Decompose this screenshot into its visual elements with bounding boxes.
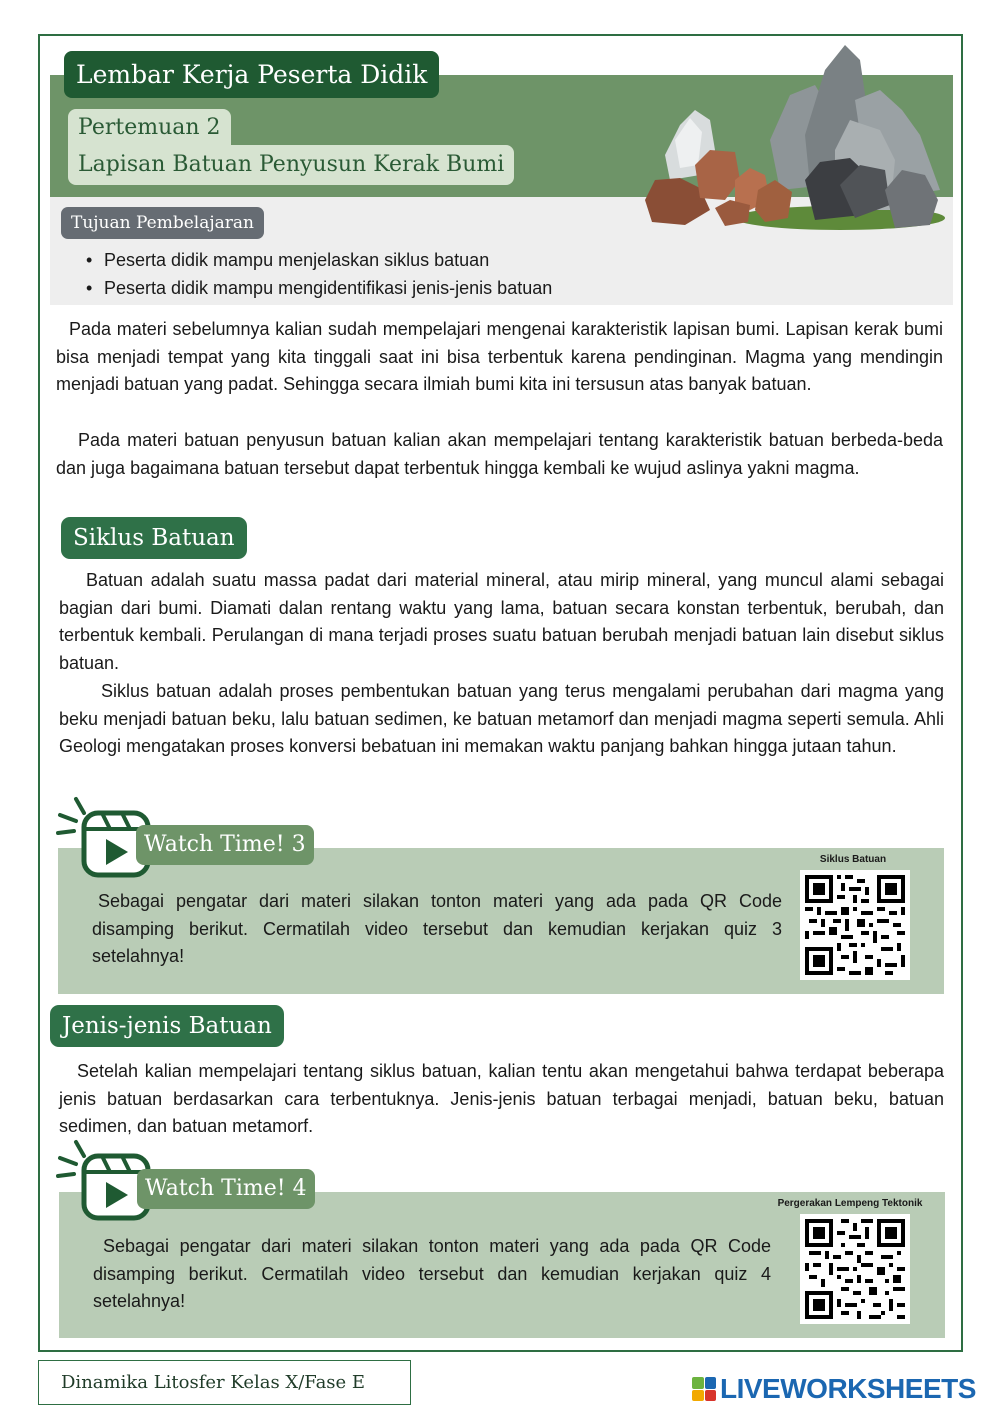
qr-caption-3: Siklus Batuan xyxy=(819,854,887,865)
goal-item: • Peserta didik mampu mengidentifikasi jenis-jenis batuan xyxy=(84,274,684,302)
footer-course-label: Dinamika Litosfer Kelas X/Fase E xyxy=(38,1360,411,1405)
learning-goals-list xyxy=(84,246,684,302)
watch-time-3-text: Sebagai pengatar dari materi silakan tonton materi yang ada pada QR Code disamping berikut. Cermatilah video tersebut dan kemudian kerjakan quiz 3 setelahnya! xyxy=(92,891,782,967)
intro-paragraph-1: Pada materi sebelumnya kalian sudah mempelajari mengenai karakteristik lapisan bumi. Lapisan kerak bumi bisa menjadi tempat yang kita tinggali saat ini bisa terbentuk karena pendinginan. Magma yang mendingin menjadi batuan yang padat. Sehingga secara ilmiah bumi kita ini tersusun atas banyak batuan. xyxy=(56,319,943,395)
meeting-box xyxy=(68,109,568,185)
brand-name: LIVEWORKSHEETS xyxy=(720,1373,976,1404)
intro-paragraph-2: Pada materi batuan penyusun batuan kalian akan mempelajari tentang karakteristik batuan berbeda-beda dan juga bagaimana batuan tersebut dapat terbentuk hingga kembali ke wujud aslinya yakni magma. xyxy=(56,430,943,478)
rocks-illustration xyxy=(640,40,950,235)
liveworksheets-logo[interactable] xyxy=(692,1372,976,1406)
rock-types-paragraph: Setelah kalian mempelajari tentang siklus batuan, kalian tentu akan mengetahui bahwa terdapat beberapa jenis batuan berdasarkan cara terbentuknya. Jenis-jenis batuan terbagai menjadi, batuan beku, batuan sedimen, dan batuan metamorf. xyxy=(59,1061,944,1137)
meeting-topic: Lapisan Batuan Penyusun Kerak Bumi xyxy=(68,145,514,185)
meeting-number: Pertemuan 2 xyxy=(68,109,231,147)
worksheet-title: Lembar Kerja Peserta Didik xyxy=(64,51,439,98)
qr-code-icon xyxy=(805,1219,905,1319)
qr-code-icon xyxy=(805,875,905,975)
qr-caption-4: Pergerakan Lempeng Tektonik xyxy=(777,1198,923,1209)
watch-time-3-label: Watch Time! 3 xyxy=(136,825,314,865)
watch-time-4-text: Sebagai pengatar dari materi silakan tonton materi yang ada pada QR Code disamping berikut. Cermatilah video tersebut dan kemudian kerjakan quiz 4 setelahnya! xyxy=(93,1236,771,1312)
qr-code-4[interactable] xyxy=(800,1214,910,1324)
rock-cycle-paragraph-1: Batuan adalah suatu massa padat dari material mineral, atau mirip mineral, yang muncul alami sebagai bagian dari bumi. Diamati dalan rentang waktu yang lama, batuan secara konstan terbentuk, berubah, dan terbentuk kembali. Perulangan di mana terjadi proses suatu batuan berubah menjadi batuan lain disebut siklus batuan. xyxy=(59,570,944,674)
liveworksheets-mark-icon xyxy=(692,1377,716,1401)
rock-cycle-paragraph-2: Siklus batuan adalah proses pembentukan batuan yang terus mengalami perubahan dari magma yang beku menjadi batuan beku, lalu batuan sedimen, ke batuan metamorf dan menjadi magma seperti semula. Ahli Geologi mengatakan proses konversi bebatuan ini memakan waktu panjang bahkan hingga jutaan tahun. xyxy=(59,681,944,757)
goal-item: • Peserta didik mampu menjelaskan siklus batuan xyxy=(84,246,684,274)
section-heading-rock-cycle: Siklus Batuan xyxy=(61,517,247,559)
qr-code-3[interactable] xyxy=(800,870,910,980)
learning-goals-label: Tujuan Pembelajaran xyxy=(61,207,264,239)
section-heading-rock-types: Jenis-jenis Batuan xyxy=(50,1005,284,1047)
watch-time-4-label: Watch Time! 4 xyxy=(137,1169,315,1209)
